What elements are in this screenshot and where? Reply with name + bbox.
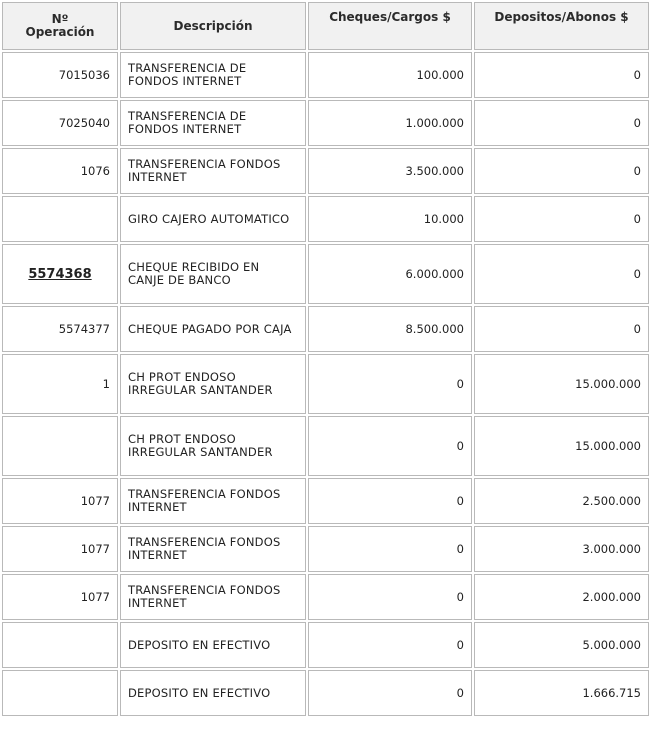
table-row: [2, 526, 649, 572]
cell-abono: 15.000.000: [474, 354, 649, 414]
table-row: [2, 354, 649, 414]
cell-abono: 2.500.000: [474, 478, 649, 524]
cell-abono: 3.000.000: [474, 526, 649, 572]
header-descripcion: [120, 2, 306, 50]
cell-abono: 0: [474, 100, 649, 146]
header-descripcion-label: Descripción: [173, 18, 253, 33]
cell-cargo: 0: [308, 416, 472, 476]
table-row: [2, 306, 649, 352]
cell-operacion: 1076: [2, 148, 118, 194]
cell-operacion: 1: [2, 354, 118, 414]
table-row: [2, 574, 649, 620]
cell-operacion: 1077: [2, 478, 118, 524]
table-row: [2, 670, 649, 716]
cell-cargo: 0: [308, 526, 472, 572]
table-row: [2, 622, 649, 668]
header-operacion: [2, 2, 118, 50]
cell-descripcion: GIRO CAJERO AUTOMATICO: [120, 196, 306, 242]
cell-operacion: 1077: [2, 574, 118, 620]
cell-operacion: [2, 196, 118, 242]
header-abonos: [474, 2, 649, 50]
table-row: [2, 478, 649, 524]
cell-abono: 0: [474, 244, 649, 304]
table-header-row: [2, 2, 649, 50]
table-row: [2, 196, 649, 242]
header-cargos-label: Cheques/Cargos $: [329, 10, 451, 24]
cell-operacion: 5574377: [2, 306, 118, 352]
cell-cargo: 6.000.000: [308, 244, 472, 304]
header-operacion-label: Nº Operación: [25, 12, 95, 39]
cell-descripcion: CH PROT ENDOSO IRREGULAR SANTANDER: [120, 354, 306, 414]
cell-abono: 5.000.000: [474, 622, 649, 668]
cell-cargo: 0: [308, 354, 472, 414]
table-row: [2, 148, 649, 194]
header-abonos-label: Depositos/Abonos $: [494, 10, 629, 24]
cell-descripcion: TRANSFERENCIA FONDOS INTERNET: [120, 574, 306, 620]
cell-descripcion: TRANSFERENCIA DE FONDOS INTERNET: [120, 100, 306, 146]
cell-cargo: 0: [308, 670, 472, 716]
cell-cargo: 10.000: [308, 196, 472, 242]
cell-operacion: [2, 622, 118, 668]
cell-abono: 0: [474, 306, 649, 352]
cell-descripcion: TRANSFERENCIA FONDOS INTERNET: [120, 148, 306, 194]
cell-abono: 0: [474, 52, 649, 98]
cell-abono: 1.666.715: [474, 670, 649, 716]
cell-descripcion: TRANSFERENCIA FONDOS INTERNET: [120, 478, 306, 524]
cell-descripcion: CHEQUE PAGADO POR CAJA: [120, 306, 306, 352]
table-row: [2, 100, 649, 146]
cell-operacion: [2, 670, 118, 716]
cell-descripcion: CHEQUE RECIBIDO EN CANJE DE BANCO: [120, 244, 306, 304]
cell-descripcion: DEPOSITO EN EFECTIVO: [120, 622, 306, 668]
cell-abono: 0: [474, 196, 649, 242]
cell-cargo: 3.500.000: [308, 148, 472, 194]
cell-descripcion: DEPOSITO EN EFECTIVO: [120, 670, 306, 716]
cell-operacion: [2, 416, 118, 476]
table-row: [2, 244, 649, 304]
cell-abono: 0: [474, 148, 649, 194]
header-cargos: [308, 2, 472, 50]
cell-cargo: 0: [308, 574, 472, 620]
cell-abono: 15.000.000: [474, 416, 649, 476]
cell-operacion: 1077: [2, 526, 118, 572]
cell-cargo: 8.500.000: [308, 306, 472, 352]
cell-descripcion: CH PROT ENDOSO IRREGULAR SANTANDER: [120, 416, 306, 476]
cell-operacion: [2, 244, 118, 304]
cell-cargo: 100.000: [308, 52, 472, 98]
operation-link[interactable]: 5574368: [28, 266, 92, 282]
cell-cargo: 1.000.000: [308, 100, 472, 146]
cell-operacion: 7015036: [2, 52, 118, 98]
cell-abono: 2.000.000: [474, 574, 649, 620]
cell-operacion: 7025040: [2, 100, 118, 146]
table-row: [2, 52, 649, 98]
cell-cargo: 0: [308, 478, 472, 524]
cell-descripcion: TRANSFERENCIA FONDOS INTERNET: [120, 526, 306, 572]
table-row: [2, 416, 649, 476]
cell-cargo: 0: [308, 622, 472, 668]
cell-descripcion: TRANSFERENCIA DE FONDOS INTERNET: [120, 52, 306, 98]
